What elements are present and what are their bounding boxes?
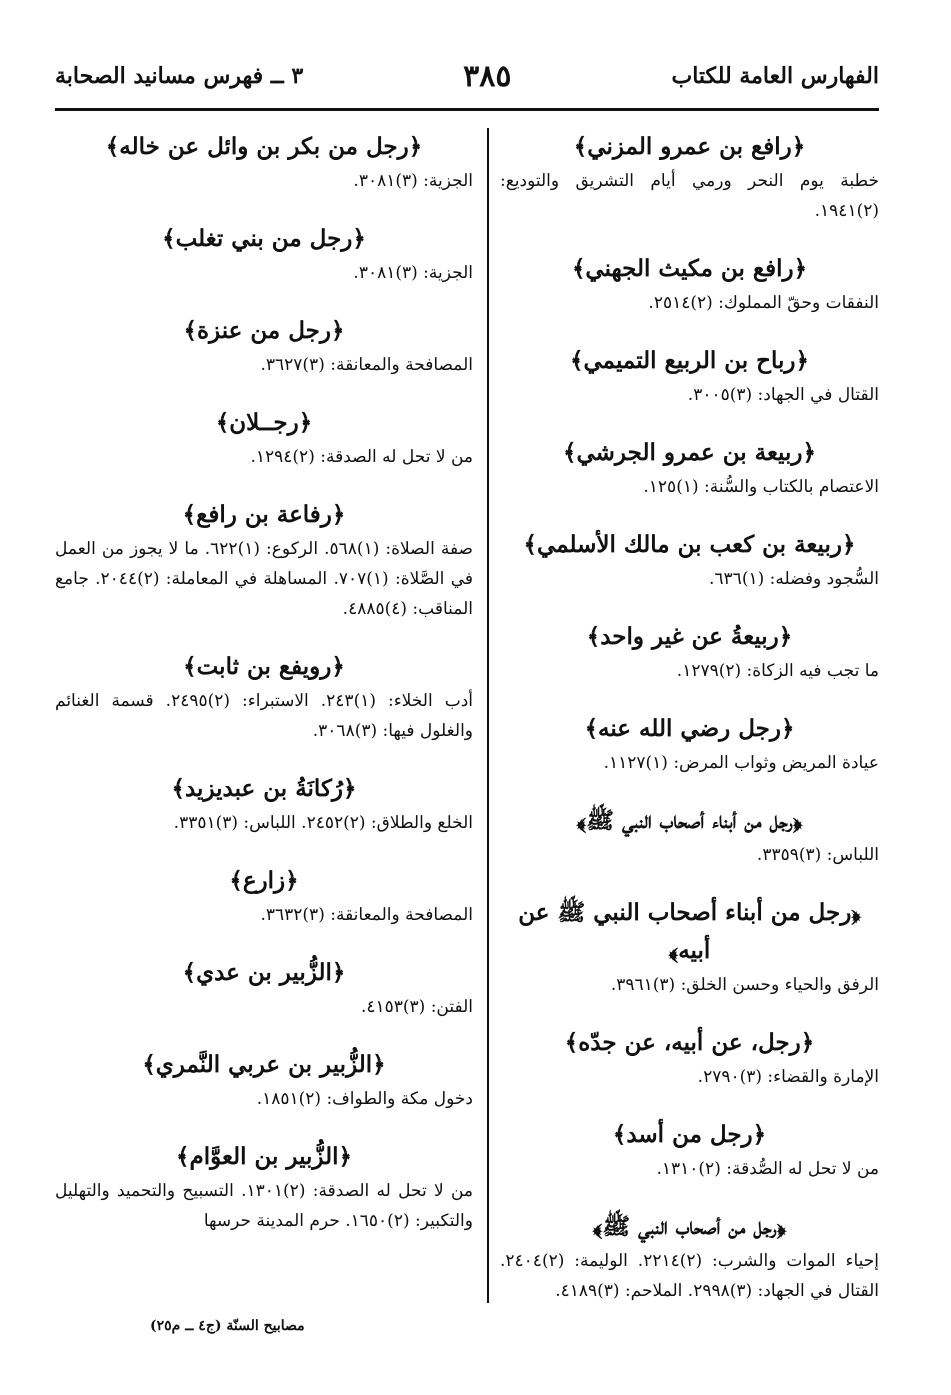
index-entry bbox=[55, 770, 473, 838]
index-entry bbox=[500, 128, 879, 226]
index-entry bbox=[500, 1024, 879, 1092]
entry-title: ﴿رفاعة بن رافع﴾ bbox=[182, 501, 346, 528]
entry-title: ﴿رجل رضي الله عنه﴾ bbox=[584, 715, 795, 742]
entry-text: إحياء الموات والشرب: (٢)٢٢١٤. الوليمة: (٢)٢٤٠٤. القتال في الجهاد: (٣)٢٩٩٨. الملاحم: (٣)٤١٨٩. bbox=[500, 1251, 879, 1301]
index-entry bbox=[500, 250, 879, 318]
entry-text: الإمارة والقضاء: (٣)٢٧٩٠. bbox=[697, 1067, 879, 1087]
entry-text: من لا تحل له الصُّدقة: (٢)١٣١٠. bbox=[656, 1159, 879, 1179]
entry-title: ﴿رافع بن مكيث الجهني﴾ bbox=[571, 255, 808, 282]
entry-title: ﴿رجــلان﴾ bbox=[215, 409, 313, 436]
entry-text: المصافحة والمعانقة: (٣)٣٦٢٧. bbox=[260, 355, 473, 375]
header-book-title: الفهارس العامة للكتاب bbox=[671, 63, 879, 89]
entry-title: ﴿رجل من أسد﴾ bbox=[612, 1121, 767, 1148]
entry-title: ﴿ربيعة بن عمرو الجرشي﴾ bbox=[563, 439, 816, 466]
index-entry bbox=[500, 1208, 879, 1306]
entry-text: ما تجب فيه الزكاة: (٢)١٢٧٩. bbox=[676, 661, 879, 681]
index-entry bbox=[55, 648, 473, 746]
entry-title: ﴿رجل من أصحاب النبي ﷺ﴾ bbox=[592, 1213, 787, 1240]
entry-title: ﴿الزُّبير بن العوَّام﴾ bbox=[175, 1143, 352, 1170]
index-entry bbox=[500, 710, 879, 778]
entry-title: ﴿رجل، عن أبيه، عن جدّه﴾ bbox=[564, 1029, 815, 1056]
entry-text: صفة الصلاة: (١)٥٦٨. الركوع: (١)٦٢٢. ما لا يجوز من العمل في الصَّلاة: (١)٧٠٧. المساهلة في المعاملة: (٢)٢٠٤٤. جامع المناقب: (٤)٤٨٨٥. bbox=[55, 539, 473, 619]
index-entry bbox=[500, 618, 879, 686]
entry-text: دخول مكة والطواف: (٢)١٨٥١. bbox=[256, 1089, 473, 1109]
index-entry bbox=[55, 404, 473, 472]
entry-title: ﴿رافع بن عمرو المزني﴾ bbox=[573, 133, 806, 160]
entry-title: ﴿رويفع بن ثابت﴾ bbox=[183, 653, 345, 680]
entry-title: ﴿رجل من أبناء أصحاب النبي ﷺ﴾ bbox=[576, 807, 803, 834]
entry-text: الجزية: (٣)٣٠٨١. bbox=[353, 263, 473, 283]
entry-text: من لا تحل له الصدقة: (٢)١٣٠١. التسبيح والتحميد والتهليل والتكبير: (٢)١٦٥٠. حرم المدينة حرسها bbox=[55, 1181, 474, 1231]
entry-title: ﴿رجل من عنزة﴾ bbox=[183, 317, 345, 344]
entry-title: ﴿الزُّبير بن عربي النَّمري﴾ bbox=[142, 1051, 386, 1078]
entry-title: ﴿ربيعةُ عن غير واحد﴾ bbox=[586, 623, 793, 650]
index-entry bbox=[55, 220, 473, 288]
index-entry bbox=[55, 312, 473, 380]
entry-text: من لا تحل له الصدقة: (٢)١٢٩٤. bbox=[250, 447, 473, 467]
header-section-title: ٣ ــ فهرس مسانيد الصحابة bbox=[55, 63, 304, 89]
entry-text: الجزية: (٣)٣٠٨١. bbox=[353, 171, 473, 191]
entry-text: السُّجود وفضله: (١)٦٣٦. bbox=[709, 569, 879, 589]
index-entry bbox=[55, 1046, 473, 1114]
entry-title: ﴿رُكانَةُ بن عبديزيد﴾ bbox=[171, 775, 357, 802]
entry-text: المصافحة والمعانقة: (٣)٣٦٣٢. bbox=[260, 905, 473, 925]
entry-text: الفتن: (٣)٤١٥٣. bbox=[360, 997, 473, 1017]
column-divider bbox=[487, 128, 489, 1303]
entry-title: ﴿رجل من بني تغلب﴾ bbox=[162, 225, 366, 252]
entry-text: أدب الخلاء: (١)٢٤٣. الاستبراء: (٢)٢٤٩٥. قسمة الغنائم والغلول فيها: (٣)٣٠٦٨. bbox=[55, 691, 473, 741]
left-column bbox=[55, 128, 473, 1260]
entry-text: اللباس: (٣)٣٣٥٩. bbox=[756, 845, 879, 865]
index-entry bbox=[500, 894, 879, 1000]
entry-title: ﴿رجل من بكر بن وائل عن خاله﴾ bbox=[105, 133, 423, 160]
entry-text: القتال في الجهاد: (٣)٣٠٠٥. bbox=[687, 385, 879, 405]
index-entry bbox=[500, 434, 879, 502]
index-entry bbox=[55, 496, 473, 624]
entry-text: خطبة يوم النحر ورمي أيام التشريق والتوديع: (٢)١٩٤١. bbox=[500, 171, 879, 221]
index-entry bbox=[500, 342, 879, 410]
index-entry bbox=[500, 802, 879, 870]
page-number: ٣٨٥ bbox=[463, 58, 512, 94]
entry-title: ﴿الزُّبير بن عدي﴾ bbox=[182, 959, 346, 986]
entry-text: الخلع والطلاق: (٢)٢٤٥٢. اللباس: (٣)٣٣٥١. bbox=[173, 813, 473, 833]
index-entry bbox=[55, 862, 473, 930]
index-entry bbox=[500, 526, 879, 594]
entry-text: عيادة المريض وثواب المرض: (١)١١٢٧. bbox=[603, 753, 879, 773]
entry-text: الاعتصام بالكتاب والسُّنة: (١)١٢٥. bbox=[643, 477, 879, 497]
index-entry bbox=[55, 128, 473, 196]
index-entry bbox=[500, 1116, 879, 1184]
page-header bbox=[55, 56, 879, 96]
entry-text: النفقات وحقّ المملوك: (٢)٢٥١٤. bbox=[648, 293, 879, 313]
right-column bbox=[500, 128, 879, 1330]
entry-title: ﴿زارع﴾ bbox=[229, 867, 299, 894]
entry-title: ﴿رجل من أبناء أصحاب النبي ﷺ عن أبيه﴾ bbox=[518, 899, 861, 964]
index-entry bbox=[55, 1138, 473, 1236]
header-rule bbox=[55, 108, 879, 111]
entry-title: ﴿ربيعة بن كعب بن مالك الأسلمي﴾ bbox=[523, 531, 856, 558]
entry-text: الرفق والحياء وحسن الخلق: (٣)٣٩٦١. bbox=[610, 975, 879, 995]
page-footer: مصابيح السنّة (ج٤ ــ م٢٥) bbox=[150, 1318, 305, 1334]
entry-title: ﴿رباح بن الربيع التميمي﴾ bbox=[570, 347, 809, 374]
index-entry bbox=[55, 954, 473, 1022]
